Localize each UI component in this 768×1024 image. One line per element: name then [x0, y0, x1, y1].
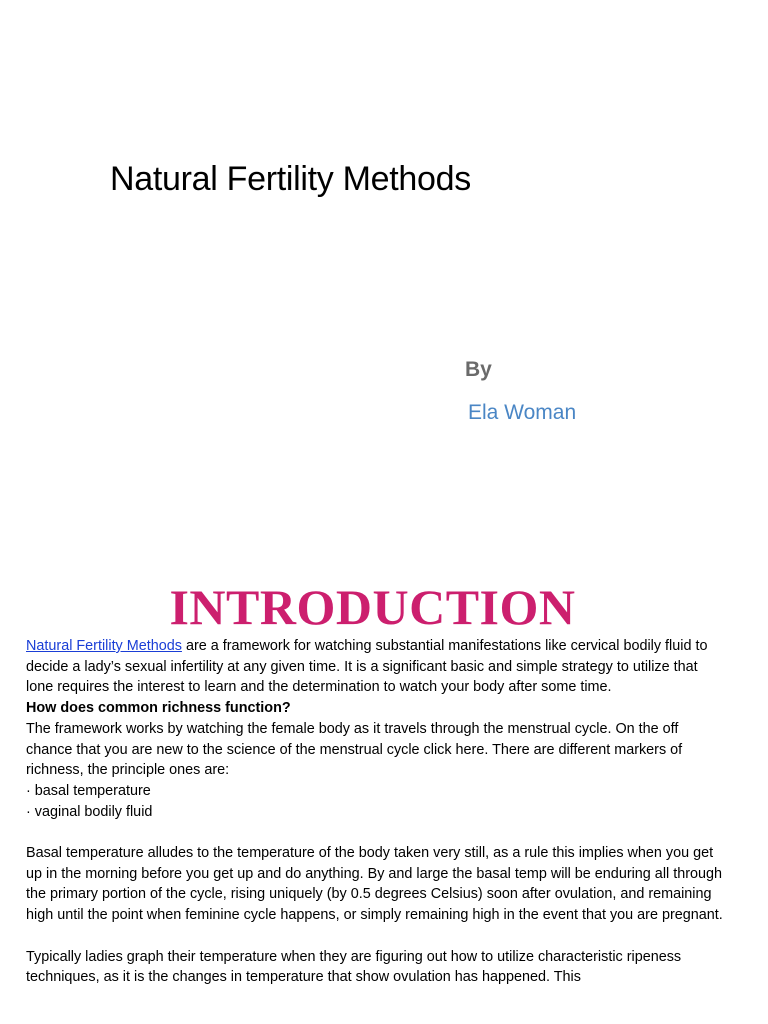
paragraph-spacer: [26, 926, 726, 947]
paragraph-charting: Typically ladies graph their temperature when they are figuring out how to utilize characteristic ripeness techniques, as it is the changes in temperature that show ovulation has happened. This: [26, 948, 682, 986]
natural-fertility-methods-link[interactable]: Natural Fertility Methods: [26, 638, 182, 654]
introduction-body: [26, 636, 726, 988]
question-heading: How does common richness function?: [26, 700, 291, 717]
bullet-item: · vaginal bodily fluid: [26, 803, 153, 820]
document-title: Natural Fertility Methods: [110, 160, 471, 198]
paragraph-basal-temperature: Basal temperature alludes to the temperature of the body taken very still, as a rule this implies when you get up in the morning before you get up and do anything. By and large the basal temp will be enduring all through the primary portion of the cycle, rising uniquely (by 0.5 degrees Celsius) soon after ovulation, and remaining high until the point when feminine cycle happens, or simply remaining high in the event that you are pregnant.: [26, 845, 723, 924]
paragraph-framework: The framework works by watching the female body as it travels through the menstrual cycle. On the off chance that you are new to the science of the menstrual cycle click here. There are different markers of richness, the principle ones are:: [26, 720, 683, 779]
section-heading-introduction: INTRODUCTION: [169, 579, 576, 635]
byline-label: By: [465, 358, 492, 381]
author-name: Ela Woman: [468, 401, 577, 424]
paragraph-spacer: [26, 822, 726, 843]
paragraph-intro: [26, 636, 726, 698]
bullet-item: · basal temperature: [26, 782, 151, 799]
paragraph-intro-text: are a framework for watching substantial manifestations like cervical bodily fluid to decide a lady’s sexual infertility at any given time. It is a significant basic and simple strategy to utilize that lone requires the interest to learn and the determination to watch your body after some time.: [26, 638, 708, 696]
